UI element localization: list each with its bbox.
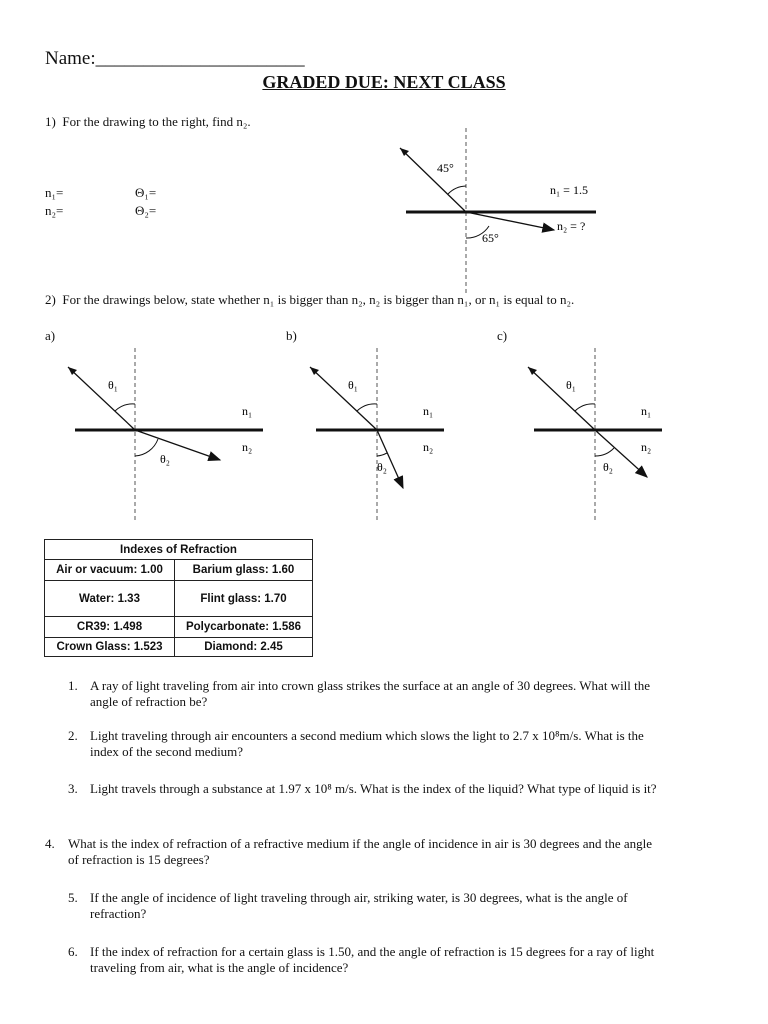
diagram-b-n1: n₁ [423,404,434,418]
refraction-index-table [44,539,313,657]
table-cell: CR39: 1.498 [45,617,175,638]
table-cell: Barium glass: 1.60 [175,560,313,581]
q1-n2-label: n₂ = ? [557,219,586,233]
question-5-number: 5. [68,890,78,905]
diagram-c-theta2: θ₂ [603,460,613,474]
table-cell: Diamond: 2.45 [175,638,313,657]
diagram-a-n2: n₂ [242,440,253,454]
table-row [45,617,313,638]
table-cell: Water: 1.33 [45,581,175,617]
diagram-a-n1: n₁ [242,404,253,418]
question-4-number: 4. [45,836,55,851]
q2-number: 2) [45,292,56,307]
question-4-line-2: of refraction is 15 degrees? [68,852,210,867]
question-1-number: 1. [68,678,78,693]
table-cell: Polycarbonate: 1.586 [175,617,313,638]
diagram-b-arc-bottom [377,453,387,456]
q1-angle-bottom: 65° [482,231,499,245]
question-3-line-1: Light travels through a substance at 1.97 x 10⁸ m/s. What is the index of the liquid? What type of liquid is it? [90,781,657,796]
q1-text: For the drawing to the right, find n₂. [62,114,251,129]
diagram-a-refracted-ray [135,430,220,460]
diagram-a-arc-top [115,404,135,411]
diagram-c-arc-bottom [595,448,614,456]
question-3-number: 3. [68,781,78,796]
q1-angle-arc-top [448,186,466,194]
diagram-c-incident-ray [528,367,595,430]
question-6-number: 6. [68,944,78,959]
q1-theta1-answer: Θ₁= [135,185,157,200]
q2-diagram-a [60,345,270,525]
question-2-number: 2. [68,728,78,743]
question-1-line-2: angle of refraction be? [90,694,208,709]
q1-angle-top: 45° [437,161,454,175]
question-5-line-2: refraction? [90,906,147,921]
table-row [45,581,313,617]
q1-n2-answer: n₂= [45,203,64,218]
q1-refraction-diagram [390,120,620,300]
diagram-b-theta1: θ₁ [348,378,358,392]
diagram-c-arc-top [575,404,595,411]
q2-diagram-a-letter: a) [45,328,56,343]
q2-diagram-c-letter: c) [497,328,508,343]
q1-n1-label: n₁ = 1.5 [550,183,588,197]
table-row [45,638,313,657]
q1-n1-answer: n₁= [45,185,64,200]
question-6-line-2: traveling from air, what is the angle of incidence? [90,960,349,975]
q2-diagram-b-letter: b) [286,328,297,343]
diagram-b-refracted-ray [377,430,403,488]
diagram-a-theta2: θ₂ [160,452,170,466]
q2-text: For the drawings below, state whether n₁ is bigger than n₂, n₂ is bigger than n₁, or n₁ is equal to n₂. [62,292,575,307]
diagram-b-arc-top [357,404,377,411]
diagram-a-theta1: θ₁ [108,378,118,392]
question-6-line-1: If the index of refraction for a certain glass is 1.50, and the angle of refraction is 15 degrees for a ray of light [90,944,655,959]
question-2-line-1: Light traveling through air encounters a second medium which slows the light to 2.7 x 10⁸m/s. What is the [90,728,644,743]
diagram-c-n2: n₂ [641,440,652,454]
name-field[interactable]: Name:______________________ [45,48,305,69]
diagram-c-n1: n₁ [641,404,652,418]
table-row [45,560,313,581]
table-title: Indexes of Refraction [45,540,313,560]
q1-prompt [45,114,251,130]
diagram-b-incident-ray [310,367,377,430]
diagram-b-n2: n₂ [423,440,434,454]
q1-refracted-ray [466,212,554,230]
question-5-line-1: If the angle of incidence of light traveling through air, striking water, is 30 degrees, what is the angle of [90,890,628,905]
table-cell: Air or vacuum: 1.00 [45,560,175,581]
page-title: GRADED DUE: NEXT CLASS [262,72,506,92]
q2-prompt [45,292,574,308]
diagram-a-arc-bottom [135,439,158,456]
q2-diagram-b [302,345,452,525]
question-2-line-2: index of the second medium? [90,744,244,759]
q1-number: 1) [45,114,56,129]
table-cell: Crown Glass: 1.523 [45,638,175,657]
q1-incident-ray [400,148,466,212]
diagram-a-incident-ray [68,367,135,430]
table-cell: Flint glass: 1.70 [175,581,313,617]
question-4-line-1: What is the index of refraction of a refractive medium if the angle of incidence in air is 30 degrees and the angle [68,836,653,851]
diagram-b-theta2: θ₂ [377,460,387,474]
q2-diagram-c [520,345,670,525]
q1-theta2-answer: Θ₂= [135,203,157,218]
diagram-c-theta1: θ₁ [566,378,576,392]
question-1-line-1: A ray of light traveling from air into crown glass strikes the surface at an angle of 30 degrees. What will the [90,678,651,693]
